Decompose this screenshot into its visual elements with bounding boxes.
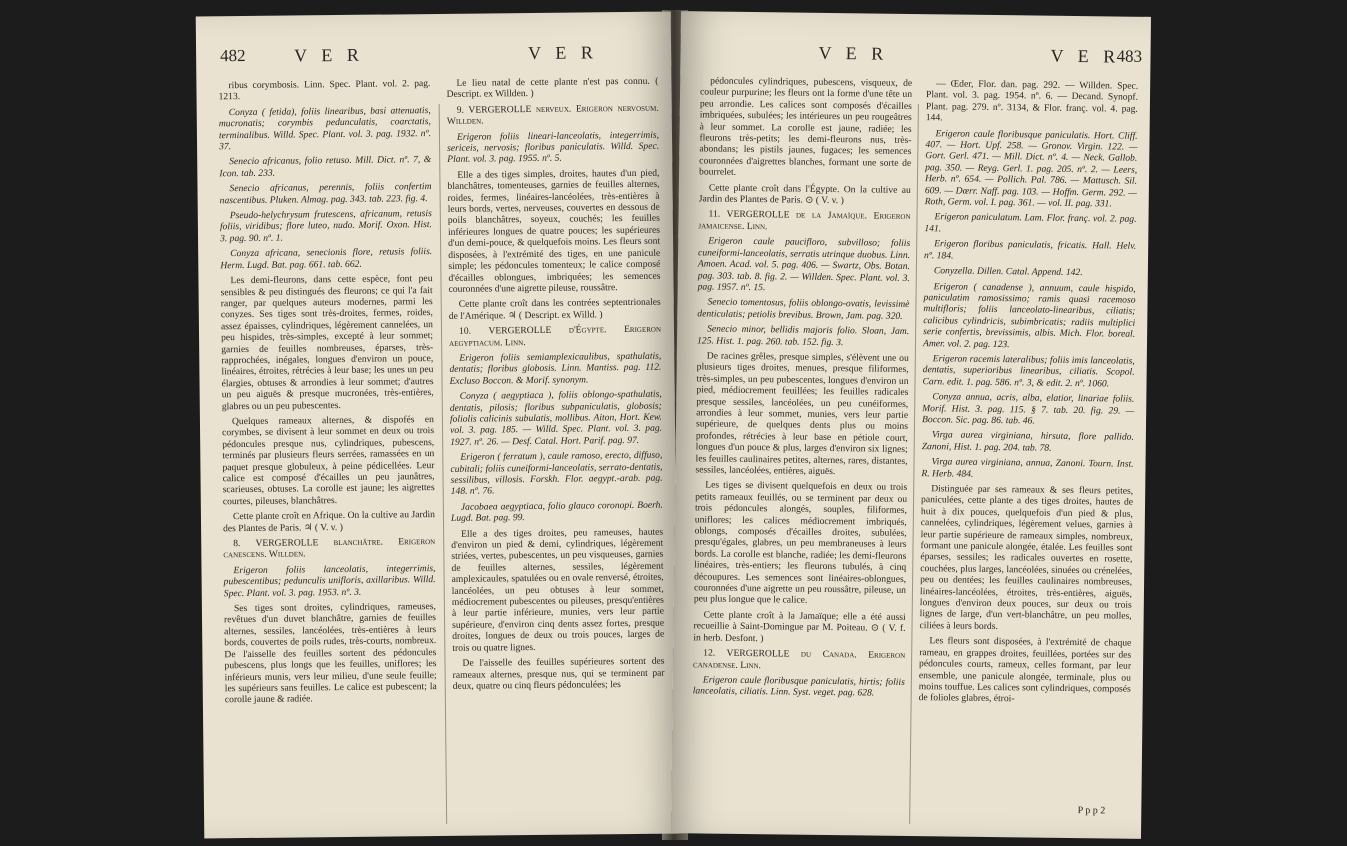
synonym: Conyzella. Dillen. Catal. Append. 142.: [933, 265, 1083, 279]
right-page-column-2: [919, 78, 1139, 710]
synonym: Senecio africanus, folio retuso. Mill. Dict. nº. 7, & Icon. tab. 233.: [219, 154, 432, 180]
left-running-head-1: V E R: [294, 44, 364, 66]
right-page: [671, 11, 1151, 839]
right-page-header: [680, 41, 1150, 73]
paragraph: De l'aisselle des feuilles supérieures sortent des rameaux alternes, presque nus, qui se terminent par deux, quatre ou cinq fleurs pédonculées; les: [452, 655, 665, 692]
synonym: Conyza ( aegyptiaca ), foliis oblongo-spathulatis, dentatis, pilosis; floribus subpaniculatis, globosis; foliolis calicinis subulatis, mollibus. Aiton, Hort. Kew. vol. 3. pag. 185. — Willd. Spec. Plant. vol. 3. pag. 1927. nº. 26. — Desf. Catal. Hort. Parif. pag. 97.: [449, 388, 663, 448]
species-heading: 10. VERGEROLLE d'Égypte. Erigeron aegyptiacum. Linn.: [449, 323, 662, 349]
right-page-column-1: [693, 75, 913, 703]
text-line: ribus corymbosis. Linn. Spec. Plant. vol. 2. pag. 1213.: [218, 78, 431, 103]
paragraph: pédoncules cylindriques, pubescens, visqueux, de couleur purpurine; les fleurs ont la forme d'une tête un peu arrondie. Les calices sont composés d'écailles imbriquées, subulées; les intérieures un peu rougeâtres à leur sommet. La corolle est jaune, radiée; les fleurons très-petits; les demi-fleurons nus, très-abondans; les pistils jaunes, fugaces; les semences couronnées d'aigrettes blanches, formant une sorte de bourrelet.: [699, 75, 913, 179]
paragraph: Les tiges se divisent quelquefois en deux ou trois petits rameaux feuillés, ou se terminent par deux ou trois pédoncules alongés, souples, filiformes, uniflores; les calices médiocrement imbriqués, oblongs, composés d'écailles droites, subulées, presqu'égales, glabres, un peu membraneuses à leurs bords. La corolle est blanche, radiée; les demi-fleurons linéaires, très-entiers; les fleurons tubulés, à cinq découpures. Les semences sont linéaires-oblongues, couronnées d'une aigrette un peu roussâtre, pileuse, un peu plus longue que le calice.: [693, 479, 908, 607]
synonym: Senecio tomentosus, foliis oblongo-ovatis, levissimè denticulatis; petiolis brevibus. Brown, Jam. pag. 320.: [697, 296, 910, 322]
synonym: Erigeron caule paucifloro, subvilloso; foliis cuneiformi-lanceolatis, serratis utrinque duobus. Linn. Amoen. Acad. vol. 5. pag. 406. — Swartz, Obs. Botan. pag. 303. tab. 8. fig. 2. — Willden. Spec. Plant. vol. 3. pag. 1957. nº. 15.: [697, 235, 911, 294]
synonym: Erigeron ( canadense ), annuum, caule hispido, paniculatim ramosissimo; ramis quasi racemoso multifloris; foliis lanceolato-linearibus, ciliatis; calicibus cylindricis, subimbricatis; radiis multiplici serie confertis, brevissimis, albis. Mich. Flor. boreal. Amer. vol. 2. pag. 123.: [922, 280, 1136, 350]
signature-mark: P p p 2: [1077, 805, 1106, 817]
synonym: Erigeron foliis semiamplexicaulibus, spathulatis, dentatis; floribus globosis. Linn. Mantiss. pag. 112. Excluso Boccon. & Morif. synonym.: [449, 350, 662, 387]
right-running-head-2: V E R: [1050, 45, 1121, 67]
paragraph: Elle a des tiges droites, peu rameuses, hautes d'environ un pied & demi, cylindriques, légèrement striées, vertes, pubescentes, un peu visqueuses, garnies de feuilles alternes, sessiles, légèrement amplexicaules, spatulées ou en ovale renversé, étroites, lancéolées, un peu obtuses à leur sommet, médiocrement pubescentes ou pileuses, presqu'entières à leur partie inférieure, munies, vers leur partie supérieure, d'environ cinq dents assez fortes, presque droites, longues de deux ou trois pouces, larges de trois ou quatre lignes.: [451, 526, 665, 654]
synonym: Conyza africana, senecionis flore, retusis foliis. Herm. Lugd. Bat. pag. 661. tab. 662.: [220, 246, 433, 271]
right-running-head-1: V E R: [818, 42, 889, 64]
paragraph: De racines grêles, presque simples, s'élèvent une ou plusieurs tiges droites, menues, presque filiformes, très-simples, un peu pubescentes, longues d'environ un pied, médiocrement feuillées; les feuilles radicales presque sessiles, lancéolées, un peu cunéiformes, arrondies à leur sommet, munies, vers leur partie supérieure, de quelques dents plus ou moins profondes, rétrécies à leur base en pétiole court, longues d'un pouce & plus, larges d'environ six lignes; les feuilles caulinaires petites, alternes, rares, distantes, sessiles, lancéolées, entières, aiguës.: [695, 350, 909, 478]
paragraph: Elle a des tiges simples, droites, hautes d'un pied, blanchâtres, tomenteuses, garnies de feuilles alternes, roides, fermes, linéaires-lancéolées, très-entières à leurs bords, vertes, nerveuses, couvertes en dessous de poils blanchâtres, soyeux, couchés; les feuilles inférieures longues de quatre pouces; les supérieures d'un demi-pouce, & quelquefois moins. Les fleurs sont disposées, à l'extrémité des tiges, en une panicule simple; les pédoncules tomenteux; le calice composé d'écailles oblongues, imbriquées; les semences couronnées d'une aigrette pileuse, roussâtre.: [447, 167, 661, 295]
synonym: Senecio minor, bellidis majoris folio. Sloan, Jam. 125. Hist. 1. pag. 260. tab. 152. fig. 3.: [696, 323, 910, 348]
paragraph: Distinguée par ses rameaux & ses fleurs petites, paniculées, cette plante a des tiges droites, hautes de huit à dix pouces, quelquefois d'un pied & plus, cannelées, cylindriques, légèrement velues, garnies à leur partie supérieure de rameaux simples, nombreux, formant une panicule alongée, étalée. Les feuilles sont éparses, sessiles; les radicales ouvertes en rosette, couchées, plus larges, lancéolées, sinuées ou crénelées, peu ou dentées; les feuilles caulinaires nombreuses, linéaires-lancéolées, étroites, très-entières, aiguës, longues d'environ deux pouces, sur deux ou trois lignes de large, d'un vert-blanchâtre, un peu molles, ciliées à leurs bords.: [919, 483, 1134, 632]
synonym: Erigeron racemis lateralibus; foliis imis lanceolatis, dentatis, superioribus linearibus, ciliatis. Scopol. Carn. edit. 1. pag. 586. nº. 3, & edit. 2. nº. 1060.: [922, 353, 1135, 390]
paragraph: Les demi-fleurons, dans cette espèce, font peu sensibles & peu distingués des fleurons; ce qui l'a fait ranger, par quelques auteurs modernes, parmi les conyzes. Ses tiges sont très-droites, fermes, roides, assez épaisses, cylindriques, légèrement cannelées, un peu hispides, très-simples, excepté à leur sommet; garnies de feuilles nombreuses, éparses, très-rapprochées, inégales, longues d'environ un pouce, linéaires, étroites, rétrécies à leur base; les unes un peu élargies, obtuses & arrondies à leur sommet; d'autres un peu aiguës & presque mucronées, très-entières, glabres ou un peu pubescentes.: [220, 273, 434, 412]
species-heading: 9. VERGEROLLE nerveux. Erigeron nervosum. Willden.: [446, 102, 659, 128]
synonym: Erigeron foliis lineari-lanceolatis, integerrimis, sericeis, nervosis; floribus paniculatis. Willd. Spec. Plant. vol. 3. pag. 1955. nº. 5.: [447, 129, 660, 166]
paragraph: Ses tiges sont droites, cylindriques, rameuses, revêtues d'un duvet blanchâtre, garnies de feuilles alternes, sessiles, lancéolées, très-entières à leurs bords, couvertes de poils rudes, très-courts, nombreux. De l'aisselle des feuilles sortent des pédoncules pubescens, plus longs que les feuilles, uniflores; les inférieurs munis, vers leur milieu, d'une seule feuille; les supérieurs sans feuilles. Le calice est pubescent; la corolle jaune & radiée.: [223, 601, 437, 706]
paragraph: Quelques rameaux alternes, & dispofés en corymbes, se divisent à leur sommet en deux ou trois pédoncules presque nus, cylindriques, pubescens, terminés par plusieurs fleurs serrées, ramassées en un paquet presque globuleux, à peine pédicellées. Leur calice est composé d'écailles un peu jaunâtres, scarieuses, obtuses. La corolle est jaune; les aigrettes courtes, pileuses, blanchâtres.: [222, 414, 435, 508]
synonym: Pseudo-helychrysum frutescens, africanum, retusis foliis, viridibus; flore luteo, nudo. Morif. Oxon. Hist. 3. pag. 90. nº. 1.: [219, 208, 432, 245]
species-heading: 8. VERGEROLLE blanchâtre. Erigeron canescens. Willden.: [223, 536, 436, 561]
synonym: Senecio africanus, perennis, foliis confertim nascentibus. Pluken. Almag. pag. 343. tab. 223. fig. 4.: [219, 181, 432, 206]
left-page-column-2: [446, 76, 664, 696]
synonym: Virga aurea virginiana, hirsuta, flore pallido. Zanoni, Hist. 1. pag. 204. tab. 78.: [921, 429, 1134, 454]
paragraph: Cette plante croît dans les contrées septentrionales de l'Amérique. ♃ ( Descript. ex Willd. ): [448, 296, 661, 322]
synonym: Virga aurea virginiana, annua, Zanoni. Tourn. Inst. R. Herb. 484.: [921, 456, 1134, 480]
left-page-column-1: [218, 78, 437, 710]
synonym: Conyza ( fetida), foliis linearibus, basi attenuatis, mucronatis; corymbis pedunculatis, coarctatis, terminalibus. Willd. Spec. Plant. vol. 3. pag. 1932. nº. 37.: [218, 104, 432, 153]
synonym: Erigeron paniculatum. Lam. Flor. franç. vol. 2. pag. 141.: [924, 211, 1137, 235]
synonym: Erigeron ( ferratum ), caule ramoso, erecto, diffuso, cubitali; foliis cuneiformi-lanceolatis, serrato-dentatis, sessilibus, villosis. Forskh. Flor. aegypt.-arab. pag. 148. nº. 76.: [450, 449, 663, 498]
paragraph: Cette plante croît en Afrique. On la cultive au Jardin des Plantes de Paris. ♃ ( V. v. ): [223, 509, 435, 534]
paragraph: Le lieu natal de cette plante n'est pas connu. ( Descript. ex Willden. ): [446, 75, 659, 101]
synonym: Erigeron caule floribusque paniculatis, hirtis; foliis lanceolatis, ciliatis. Linn. Syst. veget. pag. 628.: [692, 674, 905, 699]
synonym: Erigeron caule floribusque paniculatis. Hort. Cliff. 407. — Hort. Upf. 258. — Gronov. Virgin. 122. — Gort. Gerl. 471. — Mill. Dict. nº. 4. — Neck. Gallob. pag. 350. — Reyg. Gerl. 1. pag. 205. nº. 2. — Leers, Herb. nº. 654. — Pollich. Pal. 786. — Mattusch. Sil. 609. — Dœrr. Naff. pag. 103. — Hoffm. Germ. 292. — Roth, Germ. vol. I. pag. 361. — vol. II. pag. 331.: [924, 127, 1138, 210]
text-line: — Œder, Flor. dan. pag. 292. — Willden. Spec. Plant. vol. 3. pag. 1954. nº. 6. — Decand. Synopf. Plant. pag. 279. nº. 3134, & Flor. franç. vol. 4. pag. 144.: [925, 78, 1139, 124]
synonym: Erigeron floribus paniculatis, fricatis. Hall. Helv. nº. 184.: [924, 238, 1137, 262]
species-heading: 12. VERGEROLLE du Canada. Erigeron canadense. Linn.: [692, 647, 906, 671]
synonym: Erigeron foliis lanceolatis, integerrimis, pubescentibus; pedunculis unifloris, axillaribus. Willd. Spec. Plant. vol. 3. pag. 1953. nº. 3.: [223, 562, 436, 599]
paragraph: Les fleurs sont disposées, à l'extrémité de chaque rameau, en grappes droites, feuillées, portées sur des pédoncules courts, rameux, celles formant, par leur ensemble, une panicule alongée, terminale, plus ou moins touffue. Les calices sont cylindriques, composés de folioles glabres, étroi-: [918, 635, 1132, 705]
right-page-number: 483: [1116, 46, 1143, 66]
species-heading: 11. VERGEROLLE de la Jamaïque. Erigeron jamaicense. Linn.: [698, 208, 911, 233]
paragraph: Cette plante croît à la Jamaïque; elle a été aussi recueillie à Saint-Domingue par M. Poiteau. ⊙ ( V. f. in herb. Desfont. ): [693, 609, 906, 644]
left-page: [196, 12, 680, 839]
synonym: Jacobaea aegyptiaca, folio glauco coronopi. Boerh. Lugd. Bat. pag. 99.: [450, 499, 663, 525]
synonym: Conyza annua, acris, alba, elatior, linariae foliis. Morif. Hist. 3. pag. 115. § 7. tab. 20. fig. 29. — Boccon. Sic. pag. 86. tab. 46.: [921, 391, 1135, 427]
left-page-number: 482: [220, 45, 246, 66]
left-running-head-2: V E R: [528, 42, 598, 64]
column-rule: [439, 104, 448, 824]
left-page-header: [196, 42, 671, 73]
paragraph: Cette plante croît dans l'Égypte. On la cultive au Jardin des Plantes de Paris. ⊙ ( V. v. ): [698, 182, 911, 207]
